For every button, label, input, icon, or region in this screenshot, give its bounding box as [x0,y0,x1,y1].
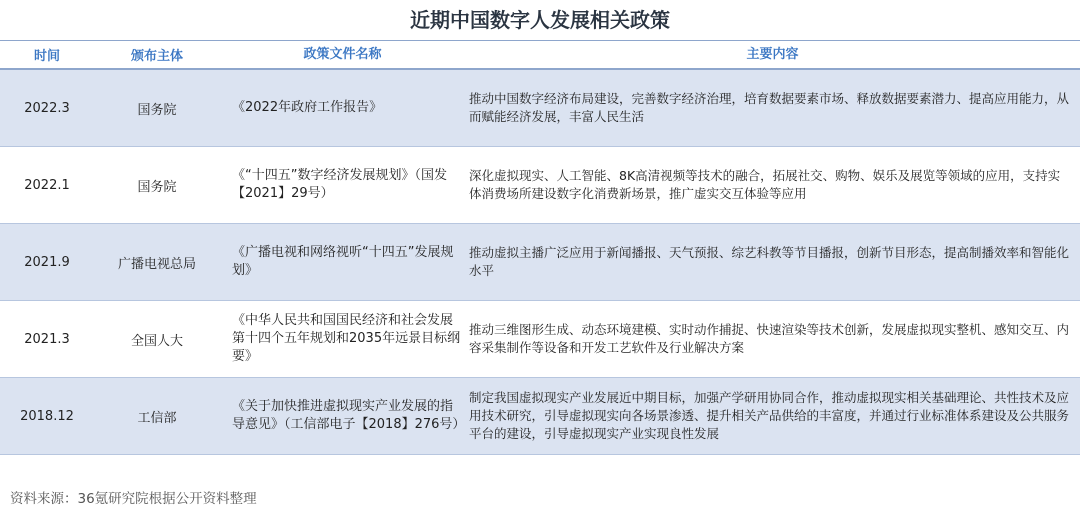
table-row [0,378,1080,455]
cell-issuer: 工信部 [137,410,177,426]
cell-content: 推动中国数字经济布局建设，完善数字经济治理，培育数据要素市场、释放数据要素潜力、提高应用能力，从而赋能经济发展，丰富人民生活 [469,91,1070,124]
cell-issuer: 国务院 [137,179,177,195]
cell-time: 2018.12 [20,408,74,424]
cell-time: 2021.3 [24,331,70,347]
table-row [0,301,1080,378]
cell-content: 推动三维图形生成、动态环境建模、实时动作捕捉、快速渲染等技术创新，发展虚拟现实整机、感知交互、内容采集制作等设备和开发工艺软件及行业解决方案 [469,322,1070,355]
cell-doc: 《2022年政府工作报告》 [232,100,383,115]
cell-content: 制定我国虚拟现实产业发展近中期目标，加强产学研用协同合作，推动虚拟现实相关基础理论、共性技术及应用技术研究，引导虚拟现实向各场景渗透、提升相关产品供给的丰富度，并通过行业标准体系建设及公共服务平台的建设，引导虚拟现实产业实现良性发展 [469,390,1070,441]
cell-content: 推动虚拟主播广泛应用于新闻播报、天气预报、综艺科教等节目播报，创新节目形态，提高制播效率和智能化水平 [469,245,1070,278]
cell-doc: 《中华人民共和国国民经济和社会发展第十四个五年规划和2035年远景目标纲要》 [232,313,461,364]
header-doc: 政策文件名称 [303,46,382,62]
cell-time: 2022.1 [24,177,70,193]
table-row [0,70,1080,147]
policy-table [0,40,1080,455]
source-note: 资料来源：36氪研究院根据公开资料整理 [10,491,257,507]
cell-issuer: 广播电视总局 [117,256,196,272]
header-content: 主要内容 [746,46,799,62]
cell-doc: 《广播电视和网络视听“十四五”发展规划》 [232,245,454,278]
header-time: 时间 [33,49,60,64]
cell-content: 深化虚拟现实、人工智能、8K高清视频等技术的融合，拓展社交、购物、娱乐及展览等领域的应用，支持实体消费场所建设数字化消费新场景，推广虚实交互体验等应用 [469,168,1061,201]
table-row [0,147,1080,224]
table-header [0,40,1080,70]
page-title: 近期中国数字人发展相关政策 [410,8,670,32]
cell-time: 2021.9 [24,254,70,270]
cell-issuer: 国务院 [137,102,177,118]
header-issuer: 颁布主体 [130,49,183,64]
cell-doc: 《“十四五”数字经济发展规划》（国发【2021】29号） [232,168,447,201]
table-row [0,224,1080,301]
cell-issuer: 全国人大 [130,333,183,349]
cell-time: 2022.3 [24,100,70,116]
cell-doc: 《关于加快推进虚拟现实产业发展的指导意见》（工信部电子【2018】276号） [232,399,466,432]
